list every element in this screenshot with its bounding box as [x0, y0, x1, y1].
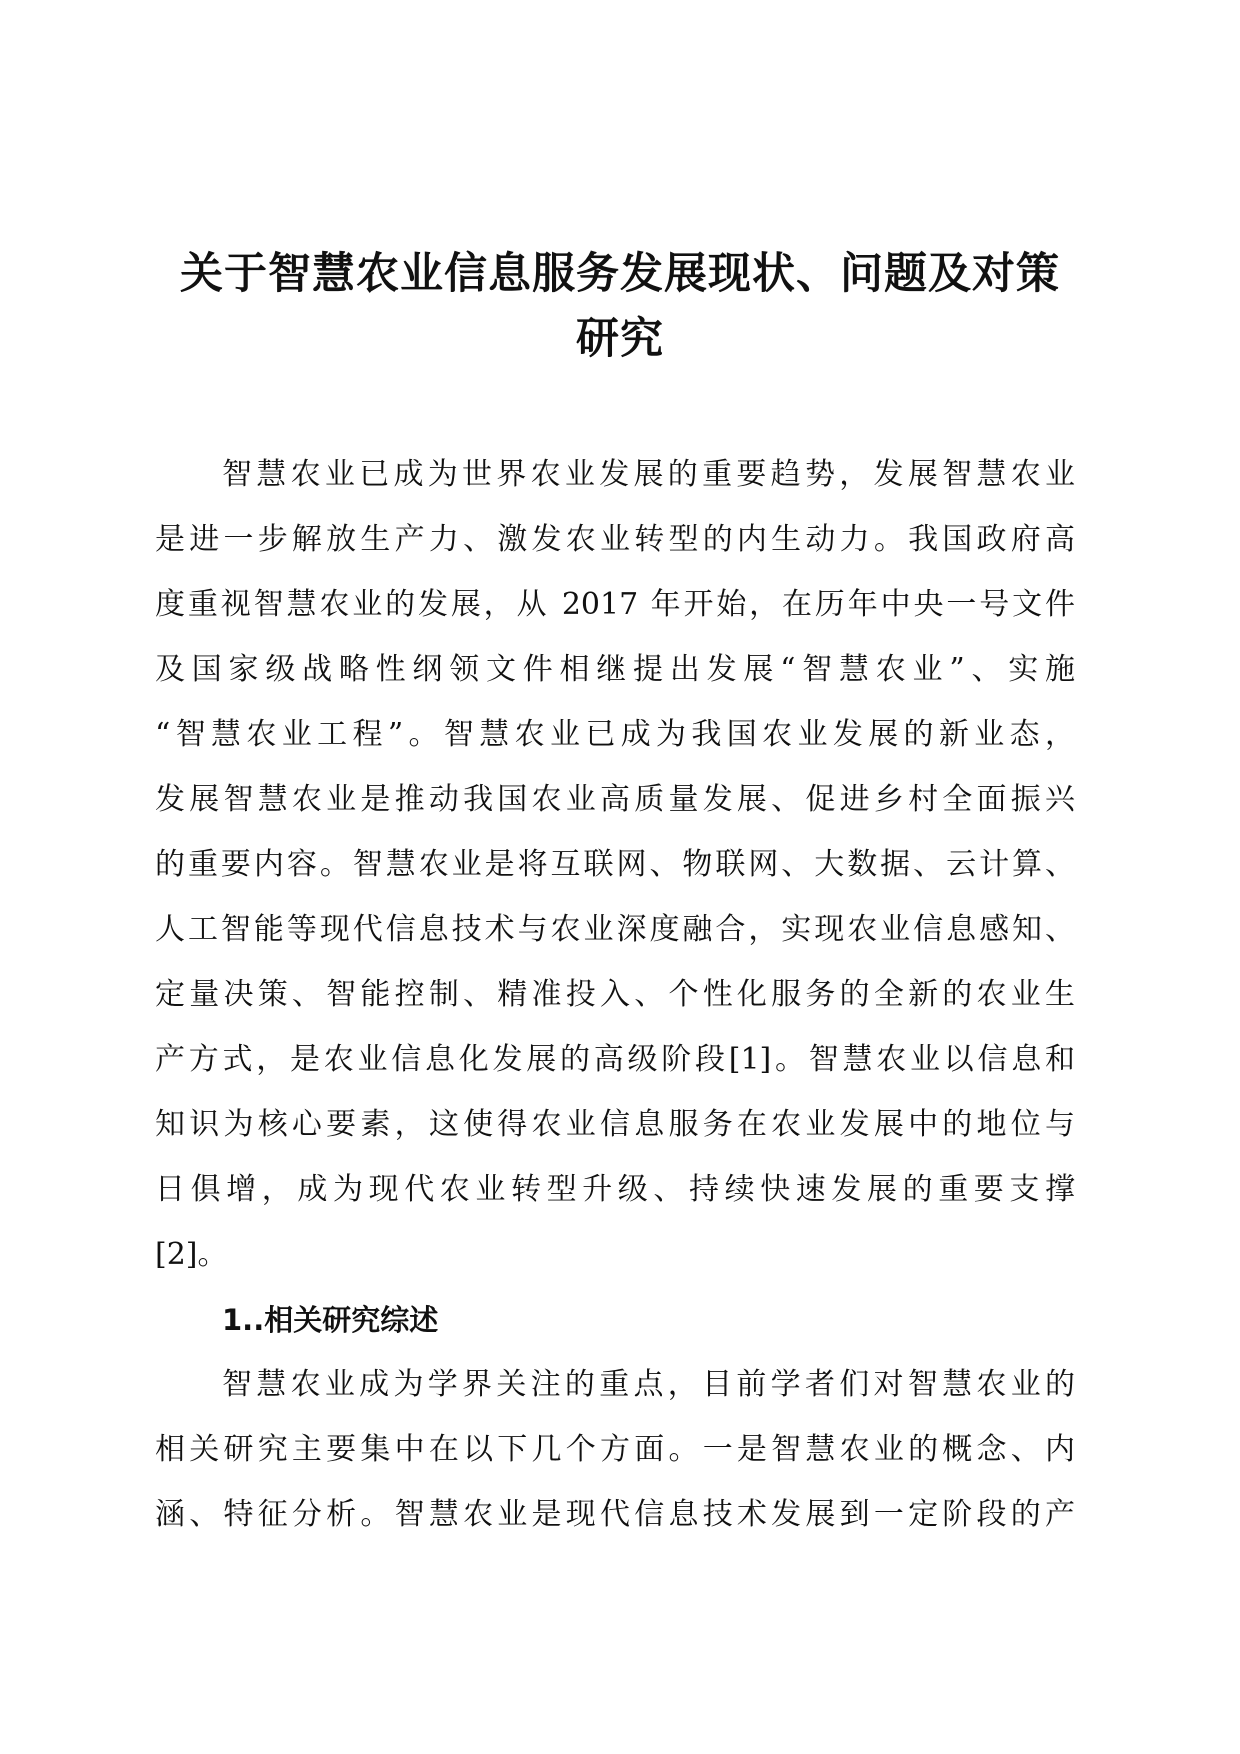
paragraph-line: 智慧农业已成为世界农业发展的重要趋势，发展智慧农业	[222, 457, 1075, 492]
paragraph-line: 度重视智慧农业的发展，从 2017 年开始，在历年中央一号文件	[155, 587, 1075, 622]
paragraph-line: 产方式，是农业信息化发展的高级阶段[1]。智慧农业以信息和	[155, 1042, 1075, 1077]
section-heading: 1..相关研究综述	[222, 1303, 439, 1337]
title-line: 研究	[576, 314, 664, 364]
paragraph-line: 智慧农业成为学界关注的重点，目前学者们对智慧农业的	[222, 1367, 1075, 1402]
document-title	[150, 242, 1090, 372]
paragraph-line: 是进一步解放生产力、激发农业转型的内生动力。我国政府高	[155, 522, 1075, 557]
paragraph-line: 发展智慧农业是推动我国农业高质量发展、促进乡村全面振兴	[155, 782, 1075, 817]
paragraph-line: 日俱增，成为现代农业转型升级、持续快速发展的重要支撑	[155, 1172, 1075, 1207]
paragraph-line: 人工智能等现代信息技术与农业深度融合，实现农业信息感知、	[155, 912, 1075, 947]
paragraph-line: 涵、特征分析。智慧农业是现代信息技术发展到一定阶段的产	[155, 1497, 1075, 1532]
paragraph-line: 及国家级战略性纲领文件相继提出发展“智慧农业”、实施	[155, 652, 1075, 687]
title-line: 关于智慧农业信息服务发展现状、问题及对策	[180, 249, 1060, 299]
paragraph-line: 知识为核心要素，这使得农业信息服务在农业发展中的地位与	[155, 1107, 1075, 1142]
paragraph-line: 的重要内容。智慧农业是将互联网、物联网、大数据、云计算、	[155, 847, 1075, 882]
paragraph-line: [2]。	[155, 1237, 228, 1272]
paragraph-line: “智慧农业工程”。智慧农业已成为我国农业发展的新业态，	[155, 717, 1075, 752]
paragraph-line: 定量决策、智能控制、精准投入、个性化服务的全新的农业生	[155, 977, 1075, 1012]
paragraph-line: 相关研究主要集中在以下几个方面。一是智慧农业的概念、内	[155, 1432, 1075, 1467]
